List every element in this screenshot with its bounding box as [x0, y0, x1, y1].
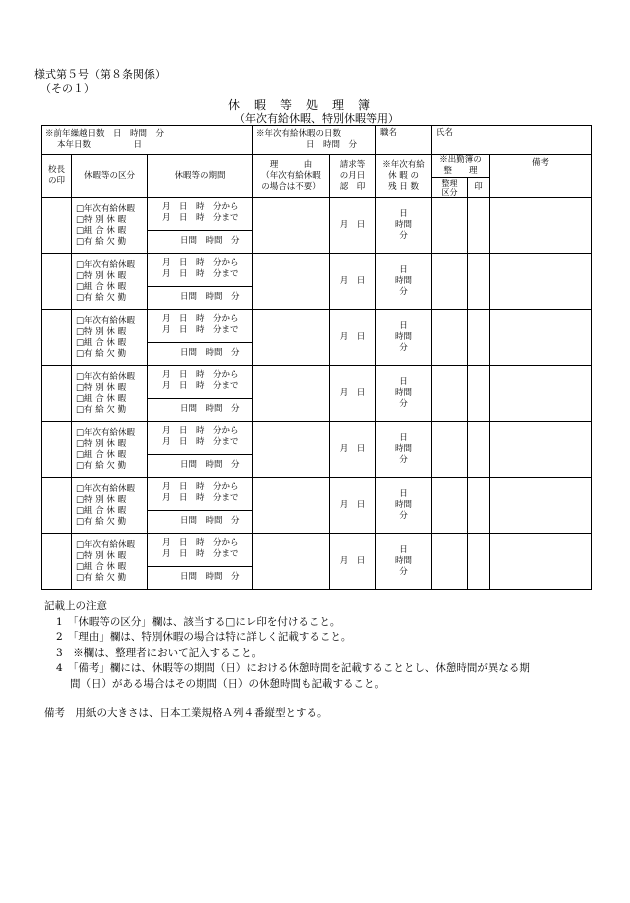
attendance-class-cell[interactable] — [432, 478, 468, 534]
note-item-2: 2 「理由」欄は、特別休暇の場合は特に詳しく記載すること。 — [56, 631, 352, 643]
principal-seal-cell[interactable] — [42, 534, 72, 590]
attendance-seal-cell[interactable] — [468, 254, 490, 310]
annual-days-cell[interactable]: ※年次有給休暇の日数 日 時間 分 — [253, 126, 376, 155]
record-row — [42, 254, 592, 310]
attendance-class-cell[interactable] — [432, 310, 468, 366]
period-cell[interactable]: 月 日 時 分から 月 日 時 分まで 日間 時間 分 — [148, 478, 253, 534]
remarks-cell[interactable] — [490, 422, 592, 478]
category-union[interactable]: □組 合 休 暇 — [76, 393, 127, 404]
record-row — [42, 198, 592, 254]
attendance-class-cell[interactable] — [432, 422, 468, 478]
request-date-cell[interactable]: 月 日 — [330, 310, 376, 366]
col-attendance-seal: 印 — [468, 178, 490, 198]
request-date-cell[interactable]: 月 日 — [330, 478, 376, 534]
reason-cell[interactable] — [253, 478, 330, 534]
principal-seal-cell[interactable] — [42, 478, 72, 534]
category-union[interactable]: □組 合 休 暇 — [76, 561, 127, 572]
attendance-class-cell[interactable] — [432, 254, 468, 310]
col-remarks: 備考 — [490, 155, 592, 198]
category-paid-absence[interactable]: □有 給 欠 勤 — [76, 460, 127, 471]
period-cell[interactable]: 月 日 時 分から 月 日 時 分まで 日間 時間 分 — [148, 310, 253, 366]
form-number: 様式第５号（第８条関係） — [34, 68, 166, 81]
category-cell[interactable] — [72, 422, 148, 478]
reason-cell[interactable] — [253, 310, 330, 366]
remaining-cell[interactable]: 日 時間 分 — [376, 254, 432, 310]
category-union[interactable]: □組 合 休 暇 — [76, 449, 127, 460]
period-cell[interactable]: 月 日 時 分から 月 日 時 分まで 日間 時間 分 — [148, 534, 253, 590]
category-cell[interactable] — [72, 366, 148, 422]
col-remaining: ※年次有給 休 暇 の 残 日 数 — [376, 155, 432, 198]
category-special[interactable]: □特 別 休 暇 — [76, 270, 127, 281]
attendance-seal-cell[interactable] — [468, 310, 490, 366]
category-paid-absence[interactable]: □有 給 欠 勤 — [76, 292, 127, 303]
remaining-cell[interactable]: 日 時間 分 — [376, 366, 432, 422]
note-item-3: 3 ※欄は、整理者において記入すること。 — [56, 646, 263, 659]
note-item-4-cont: 間（日）がある場合はその期間（日）の休憩時間も記載すること。 — [70, 677, 385, 690]
period-cell[interactable]: 月 日 時 分から 月 日 時 分まで 日間 時間 分 — [148, 366, 253, 422]
request-date-cell[interactable]: 月 日 — [330, 422, 376, 478]
record-row — [42, 534, 592, 590]
category-special[interactable]: □特 別 休 暇 — [76, 382, 127, 393]
attendance-seal-cell[interactable] — [468, 478, 490, 534]
principal-seal-cell[interactable] — [42, 254, 72, 310]
position-cell[interactable]: 職名 — [376, 126, 432, 155]
attendance-seal-cell[interactable] — [468, 534, 490, 590]
request-date-cell[interactable]: 月 日 — [330, 534, 376, 590]
remarks-cell[interactable] — [490, 254, 592, 310]
principal-seal-cell[interactable] — [42, 422, 72, 478]
category-cell[interactable] — [72, 254, 148, 310]
record-row — [42, 478, 592, 534]
carryover-cell[interactable]: ※前年繰越日数 日 時間 分 本年日数 日 — [42, 126, 253, 155]
attendance-seal-cell[interactable] — [468, 366, 490, 422]
request-date-cell[interactable]: 月 日 — [330, 198, 376, 254]
remarks-cell[interactable] — [490, 310, 592, 366]
record-row — [42, 366, 592, 422]
category-annual[interactable]: □年次有給休暇 — [76, 427, 136, 438]
col-category: 休暇等の区分 — [72, 155, 148, 198]
record-row — [42, 310, 592, 366]
category-union[interactable]: □組 合 休 暇 — [76, 281, 127, 292]
category-union[interactable]: □組 合 休 暇 — [76, 225, 127, 236]
remarks-cell[interactable] — [490, 534, 592, 590]
category-union[interactable]: □組 合 休 暇 — [76, 505, 127, 516]
category-cell[interactable] — [72, 198, 148, 254]
col-reason: 理 由 （年次有給休暇 の場合は不要） — [253, 155, 330, 198]
attendance-class-cell[interactable] — [432, 198, 468, 254]
category-paid-absence[interactable]: □有 給 欠 勤 — [76, 572, 127, 583]
reason-cell[interactable] — [253, 534, 330, 590]
category-cell[interactable] — [72, 534, 148, 590]
attendance-class-cell[interactable] — [432, 534, 468, 590]
category-annual[interactable]: □年次有給休暇 — [76, 371, 136, 382]
remarks-cell[interactable] — [490, 478, 592, 534]
col-principal-seal: 校長 の印 — [42, 155, 72, 198]
period-cell[interactable]: 月 日 時 分から 月 日 時 分まで 日間 時間 分 — [148, 422, 253, 478]
remaining-cell[interactable]: 日 時間 分 — [376, 534, 432, 590]
category-paid-absence[interactable]: □有 給 欠 勤 — [76, 404, 127, 415]
attendance-seal-cell[interactable] — [468, 422, 490, 478]
category-cell[interactable] — [72, 310, 148, 366]
col-period: 休暇等の期間 — [148, 155, 253, 198]
category-annual[interactable]: □年次有給休暇 — [76, 483, 136, 494]
remark-line: 備考 用紙の大きさは、日本工業規格Ａ列４番縦型とする。 — [44, 707, 328, 719]
remarks-cell[interactable] — [490, 198, 592, 254]
reason-cell[interactable] — [253, 422, 330, 478]
category-annual[interactable]: □年次有給休暇 — [76, 259, 136, 270]
record-row — [42, 422, 592, 478]
category-cell[interactable] — [72, 478, 148, 534]
page-title: 休 暇 等 処 理 簿 — [228, 98, 372, 112]
notes-section — [44, 599, 530, 722]
remarks-cell[interactable] — [490, 366, 592, 422]
period-cell[interactable]: 月 日 時 分から 月 日 時 分まで 日間 時間 分 — [148, 198, 253, 254]
category-paid-absence[interactable]: □有 給 欠 勤 — [76, 348, 127, 359]
name-cell[interactable]: 氏名 — [432, 126, 592, 155]
period-cell[interactable]: 月 日 時 分から 月 日 時 分まで 日間 時間 分 — [148, 254, 253, 310]
category-special[interactable]: □特 別 休 暇 — [76, 438, 127, 449]
category-union[interactable]: □組 合 休 暇 — [76, 337, 127, 348]
reason-cell[interactable] — [253, 254, 330, 310]
request-date-cell[interactable]: 月 日 — [330, 366, 376, 422]
remaining-cell[interactable]: 日 時間 分 — [376, 198, 432, 254]
category-paid-absence[interactable]: □有 給 欠 勤 — [76, 516, 127, 527]
col-attendance-class: 整理 区分 — [432, 178, 468, 198]
category-special[interactable]: □特 別 休 暇 — [76, 326, 127, 337]
reason-cell[interactable] — [253, 198, 330, 254]
notes-heading: 記載上の注意 — [44, 600, 107, 612]
page-subtitle: （年次有給休暇、特別休暇等用） — [234, 112, 399, 125]
reason-cell[interactable] — [253, 366, 330, 422]
request-date-cell[interactable]: 月 日 — [330, 254, 376, 310]
note-item-1: 1 「休暇等の区分」欄は、該当する□にレ印を付けること。 — [56, 615, 341, 628]
note-item-4: 4 「備考」欄には、休暇等の期間（日）における休憩時間を記載することとし、休憩時間が異なる期 — [56, 662, 530, 674]
form-part: （その１） — [40, 82, 95, 95]
principal-seal-cell[interactable] — [42, 310, 72, 366]
category-special[interactable]: □特 別 休 暇 — [76, 494, 127, 505]
col-attendance: ※出勤簿の 整 理 — [432, 155, 490, 178]
category-annual[interactable]: □年次有給休暇 — [76, 315, 136, 326]
category-annual[interactable]: □年次有給休暇 — [76, 203, 136, 214]
category-special[interactable]: □特 別 休 暇 — [76, 550, 127, 561]
attendance-class-cell[interactable] — [432, 366, 468, 422]
leave-record-table — [41, 125, 592, 590]
attendance-seal-cell[interactable] — [468, 198, 490, 254]
category-paid-absence[interactable]: □有 給 欠 勤 — [76, 236, 127, 247]
category-special[interactable]: □特 別 休 暇 — [76, 214, 127, 225]
remaining-cell[interactable]: 日 時間 分 — [376, 310, 432, 366]
col-request-date: 請求等 の月日 認 印 — [330, 155, 376, 198]
remaining-cell[interactable]: 日 時間 分 — [376, 478, 432, 534]
principal-seal-cell[interactable] — [42, 366, 72, 422]
category-annual[interactable]: □年次有給休暇 — [76, 539, 136, 550]
remaining-cell[interactable]: 日 時間 分 — [376, 422, 432, 478]
principal-seal-cell[interactable] — [42, 198, 72, 254]
